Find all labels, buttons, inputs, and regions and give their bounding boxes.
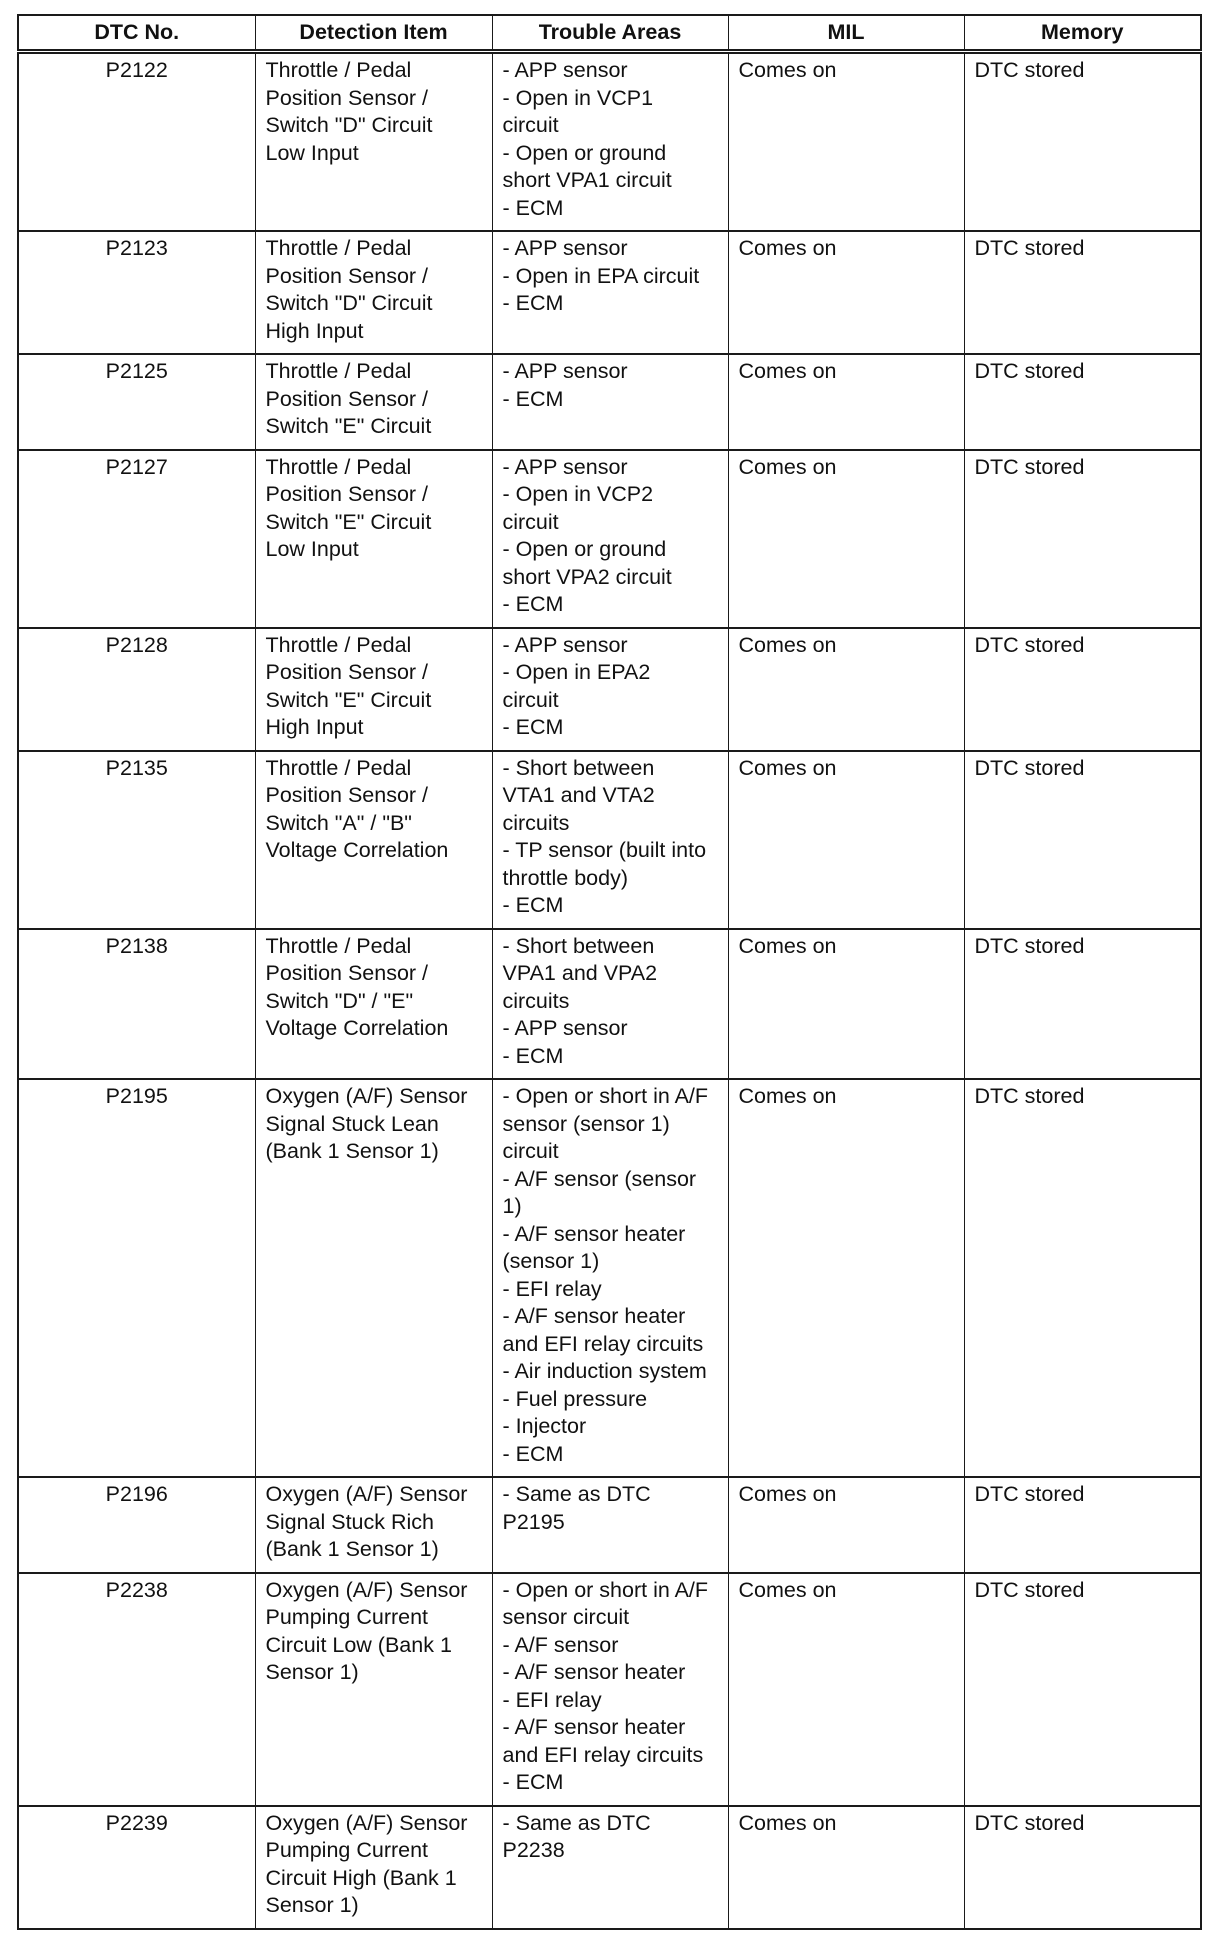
- table-row: [18, 628, 1201, 751]
- trouble-area-line: - Injector: [502, 1414, 587, 1438]
- table-row: [18, 1806, 1201, 1929]
- detection-item-line: Position Sensor /: [265, 660, 429, 684]
- mil-cell: Comes on: [728, 628, 964, 751]
- detection-item-cell: [255, 1477, 492, 1573]
- trouble-area-line: VTA1 and VTA2: [502, 783, 655, 807]
- dtc-code-cell: P2196: [18, 1477, 255, 1573]
- header-dtc-no: DTC No.: [18, 15, 255, 52]
- table-row: [18, 52, 1201, 232]
- trouble-area-line: - Open in EPA2: [502, 660, 651, 684]
- trouble-areas-cell: [492, 1079, 728, 1477]
- table-row: [18, 1477, 1201, 1573]
- trouble-area-line: - A/F sensor heater: [502, 1221, 686, 1246]
- trouble-area-line: circuits: [502, 988, 570, 1013]
- detection-item-line: Pumping Current: [265, 1838, 429, 1862]
- trouble-area-line: - APP sensor: [502, 236, 628, 260]
- trouble-area-line: circuit: [502, 509, 559, 534]
- detection-item-line: Circuit High (Bank 1: [265, 1865, 457, 1890]
- trouble-areas-cell: [492, 751, 728, 929]
- trouble-area-line: - TP sensor (built into: [502, 838, 707, 862]
- detection-item-line: Throttle / Pedal: [265, 236, 412, 260]
- detection-item-line: Switch "E" Circuit: [265, 509, 432, 534]
- table-row: [18, 354, 1201, 450]
- table-row: [18, 929, 1201, 1080]
- detection-item-cell: [255, 354, 492, 450]
- trouble-area-line: - Short between: [502, 933, 655, 958]
- trouble-area-line: circuit: [502, 1139, 559, 1163]
- trouble-area-line: P2238: [502, 1838, 565, 1862]
- detection-item-line: Position Sensor /: [265, 386, 429, 411]
- detection-item-line: Throttle / Pedal: [265, 58, 412, 82]
- detection-item-line: Throttle / Pedal: [265, 755, 412, 780]
- memory-cell: DTC stored: [964, 929, 1201, 1080]
- table-body: [18, 52, 1201, 1929]
- trouble-area-line: short VPA1 circuit: [502, 168, 672, 192]
- detection-item-line: Sensor 1): [265, 1893, 359, 1917]
- mil-cell: Comes on: [728, 751, 964, 929]
- detection-item-line: Throttle / Pedal: [265, 359, 412, 383]
- memory-cell: DTC stored: [964, 231, 1201, 354]
- detection-item-cell: [255, 231, 492, 354]
- dtc-code-cell: P2122: [18, 52, 255, 232]
- trouble-area-line: - ECM: [502, 1441, 564, 1466]
- detection-item-line: Throttle / Pedal: [265, 454, 412, 479]
- detection-item-line: Sensor 1): [265, 1660, 359, 1684]
- trouble-area-line: - APP sensor: [502, 359, 628, 383]
- trouble-area-line: - ECM: [502, 592, 564, 616]
- table-row: [18, 231, 1201, 354]
- detection-item-cell: [255, 751, 492, 929]
- trouble-area-line: - Open or ground: [502, 140, 667, 165]
- detection-item-line: Switch "A" / "B": [265, 810, 412, 835]
- detection-item-line: (Bank 1 Sensor 1): [265, 1139, 439, 1163]
- memory-cell: DTC stored: [964, 354, 1201, 450]
- trouble-area-line: - Same as DTC: [502, 1810, 651, 1835]
- memory-cell: DTC stored: [964, 1806, 1201, 1929]
- trouble-area-line: - Short between: [502, 755, 655, 780]
- table-row: [18, 1573, 1201, 1806]
- trouble-area-line: - ECM: [502, 1043, 564, 1068]
- trouble-area-line: - A/F sensor (sensor: [502, 1166, 697, 1191]
- detection-item-line: Throttle / Pedal: [265, 632, 412, 657]
- trouble-area-line: - A/F sensor heater: [502, 1304, 686, 1328]
- memory-cell: DTC stored: [964, 450, 1201, 628]
- detection-item-line: Position Sensor /: [265, 263, 429, 288]
- table-row: [18, 1079, 1201, 1477]
- header-mil: MIL: [728, 15, 964, 52]
- trouble-area-line: - Same as DTC: [502, 1482, 651, 1506]
- detection-item-cell: [255, 1079, 492, 1477]
- trouble-area-line: and EFI relay circuits: [502, 1331, 704, 1356]
- trouble-areas-cell: [492, 628, 728, 751]
- trouble-area-line: - EFI relay: [502, 1687, 602, 1712]
- trouble-area-line: - ECM: [502, 195, 564, 220]
- detection-item-cell: [255, 1806, 492, 1929]
- memory-cell: DTC stored: [964, 52, 1201, 232]
- detection-item-cell: [255, 52, 492, 232]
- trouble-area-line: - Open in VCP2: [502, 482, 654, 506]
- trouble-areas-cell: [492, 354, 728, 450]
- trouble-area-line: - APP sensor: [502, 1016, 628, 1040]
- mil-cell: Comes on: [728, 231, 964, 354]
- mil-cell: Comes on: [728, 354, 964, 450]
- memory-cell: DTC stored: [964, 1477, 1201, 1573]
- detection-item-line: High Input: [265, 318, 364, 343]
- detection-item-line: Switch "D" Circuit: [265, 113, 433, 137]
- dtc-code-cell: P2195: [18, 1079, 255, 1477]
- trouble-area-line: - APP sensor: [502, 58, 628, 82]
- detection-item-line: Oxygen (A/F) Sensor: [265, 1084, 468, 1108]
- trouble-area-line: and EFI relay circuits: [502, 1742, 704, 1767]
- mil-cell: Comes on: [728, 1477, 964, 1573]
- detection-item-line: Signal Stuck Rich: [265, 1509, 434, 1534]
- detection-item-line: Pumping Current: [265, 1605, 429, 1629]
- detection-item-line: High Input: [265, 715, 364, 739]
- trouble-area-line: throttle body): [502, 865, 628, 890]
- mil-cell: Comes on: [728, 1573, 964, 1806]
- detection-item-cell: [255, 628, 492, 751]
- trouble-area-line: - APP sensor: [502, 454, 628, 479]
- dtc-table: [17, 14, 1202, 1930]
- trouble-area-line: - Air induction system: [502, 1359, 707, 1383]
- trouble-area-line: - Fuel pressure: [502, 1386, 648, 1411]
- memory-cell: DTC stored: [964, 1079, 1201, 1477]
- detection-item-line: Position Sensor /: [265, 482, 429, 506]
- detection-item-line: (Bank 1 Sensor 1): [265, 1537, 439, 1561]
- trouble-area-line: sensor circuit: [502, 1605, 630, 1629]
- trouble-areas-cell: [492, 450, 728, 628]
- detection-item-line: Oxygen (A/F) Sensor: [265, 1482, 468, 1506]
- trouble-area-line: 1): [502, 1194, 522, 1218]
- table-row: [18, 751, 1201, 929]
- header-memory: Memory: [964, 15, 1201, 52]
- memory-cell: DTC stored: [964, 628, 1201, 751]
- trouble-area-line: circuit: [502, 113, 559, 137]
- detection-item-line: Position Sensor /: [265, 961, 429, 985]
- trouble-area-line: (sensor 1): [502, 1249, 600, 1273]
- detection-item-line: Circuit Low (Bank 1: [265, 1632, 452, 1657]
- trouble-area-line: circuit: [502, 687, 559, 712]
- detection-item-line: Throttle / Pedal: [265, 933, 412, 958]
- detection-item-line: Low Input: [265, 140, 359, 165]
- mil-cell: Comes on: [728, 450, 964, 628]
- trouble-area-line: - EFI relay: [502, 1276, 602, 1301]
- mil-cell: Comes on: [728, 1806, 964, 1929]
- dtc-code-cell: P2239: [18, 1806, 255, 1929]
- trouble-area-line: - ECM: [502, 386, 564, 411]
- mil-cell: Comes on: [728, 929, 964, 1080]
- detection-item-line: Oxygen (A/F) Sensor: [265, 1810, 468, 1835]
- mil-cell: Comes on: [728, 52, 964, 232]
- table-header: [18, 15, 1201, 52]
- trouble-area-line: - Open or short in A/F: [502, 1084, 709, 1108]
- trouble-areas-cell: [492, 929, 728, 1080]
- memory-cell: DTC stored: [964, 1573, 1201, 1806]
- trouble-area-line: - Open or short in A/F: [502, 1577, 709, 1602]
- trouble-area-line: VPA1 and VPA2: [502, 961, 658, 985]
- trouble-area-line: - ECM: [502, 893, 564, 917]
- trouble-areas-cell: [492, 1573, 728, 1806]
- table-row: [18, 450, 1201, 628]
- header-row: [18, 15, 1201, 52]
- detection-item-line: Voltage Correlation: [265, 838, 449, 862]
- detection-item-cell: [255, 450, 492, 628]
- detection-item-line: Voltage Correlation: [265, 1016, 449, 1040]
- memory-cell: DTC stored: [964, 751, 1201, 929]
- trouble-area-line: - A/F sensor heater: [502, 1660, 686, 1684]
- trouble-area-line: - Open in VCP1: [502, 85, 654, 110]
- dtc-code-cell: P2128: [18, 628, 255, 751]
- trouble-area-line: - A/F sensor heater: [502, 1715, 686, 1739]
- detection-item-line: Oxygen (A/F) Sensor: [265, 1577, 468, 1602]
- detection-item-line: Position Sensor /: [265, 783, 429, 807]
- detection-item-line: Switch "E" Circuit: [265, 687, 432, 712]
- mil-cell: Comes on: [728, 1079, 964, 1477]
- trouble-area-line: P2195: [502, 1509, 565, 1534]
- trouble-area-line: - A/F sensor: [502, 1632, 619, 1657]
- dtc-code-cell: P2138: [18, 929, 255, 1080]
- trouble-area-line: sensor (sensor 1): [502, 1111, 670, 1136]
- trouble-areas-cell: [492, 1806, 728, 1929]
- trouble-area-line: - ECM: [502, 291, 564, 315]
- dtc-code-cell: P2125: [18, 354, 255, 450]
- trouble-areas-cell: [492, 52, 728, 232]
- trouble-area-line: short VPA2 circuit: [502, 564, 672, 589]
- detection-item-line: Signal Stuck Lean: [265, 1111, 439, 1136]
- trouble-areas-cell: [492, 231, 728, 354]
- detection-item-line: Low Input: [265, 537, 359, 561]
- trouble-area-line: - Open in EPA circuit: [502, 263, 700, 288]
- trouble-area-line: circuits: [502, 810, 570, 835]
- detection-item-cell: [255, 1573, 492, 1806]
- detection-item-line: Switch "D" / "E": [265, 988, 414, 1013]
- dtc-code-cell: P2127: [18, 450, 255, 628]
- detection-item-line: Switch "D" Circuit: [265, 291, 433, 315]
- trouble-areas-cell: [492, 1477, 728, 1573]
- detection-item-cell: [255, 929, 492, 1080]
- trouble-area-line: - Open or ground: [502, 537, 667, 561]
- detection-item-line: Switch "E" Circuit: [265, 414, 432, 438]
- header-trouble-areas: Trouble Areas: [492, 15, 728, 52]
- detection-item-line: Position Sensor /: [265, 85, 429, 110]
- trouble-area-line: - ECM: [502, 1770, 564, 1794]
- trouble-area-line: - ECM: [502, 715, 564, 739]
- dtc-code-cell: P2123: [18, 231, 255, 354]
- dtc-code-cell: P2238: [18, 1573, 255, 1806]
- trouble-area-line: - APP sensor: [502, 632, 628, 657]
- dtc-code-cell: P2135: [18, 751, 255, 929]
- header-detection-item: Detection Item: [255, 15, 492, 52]
